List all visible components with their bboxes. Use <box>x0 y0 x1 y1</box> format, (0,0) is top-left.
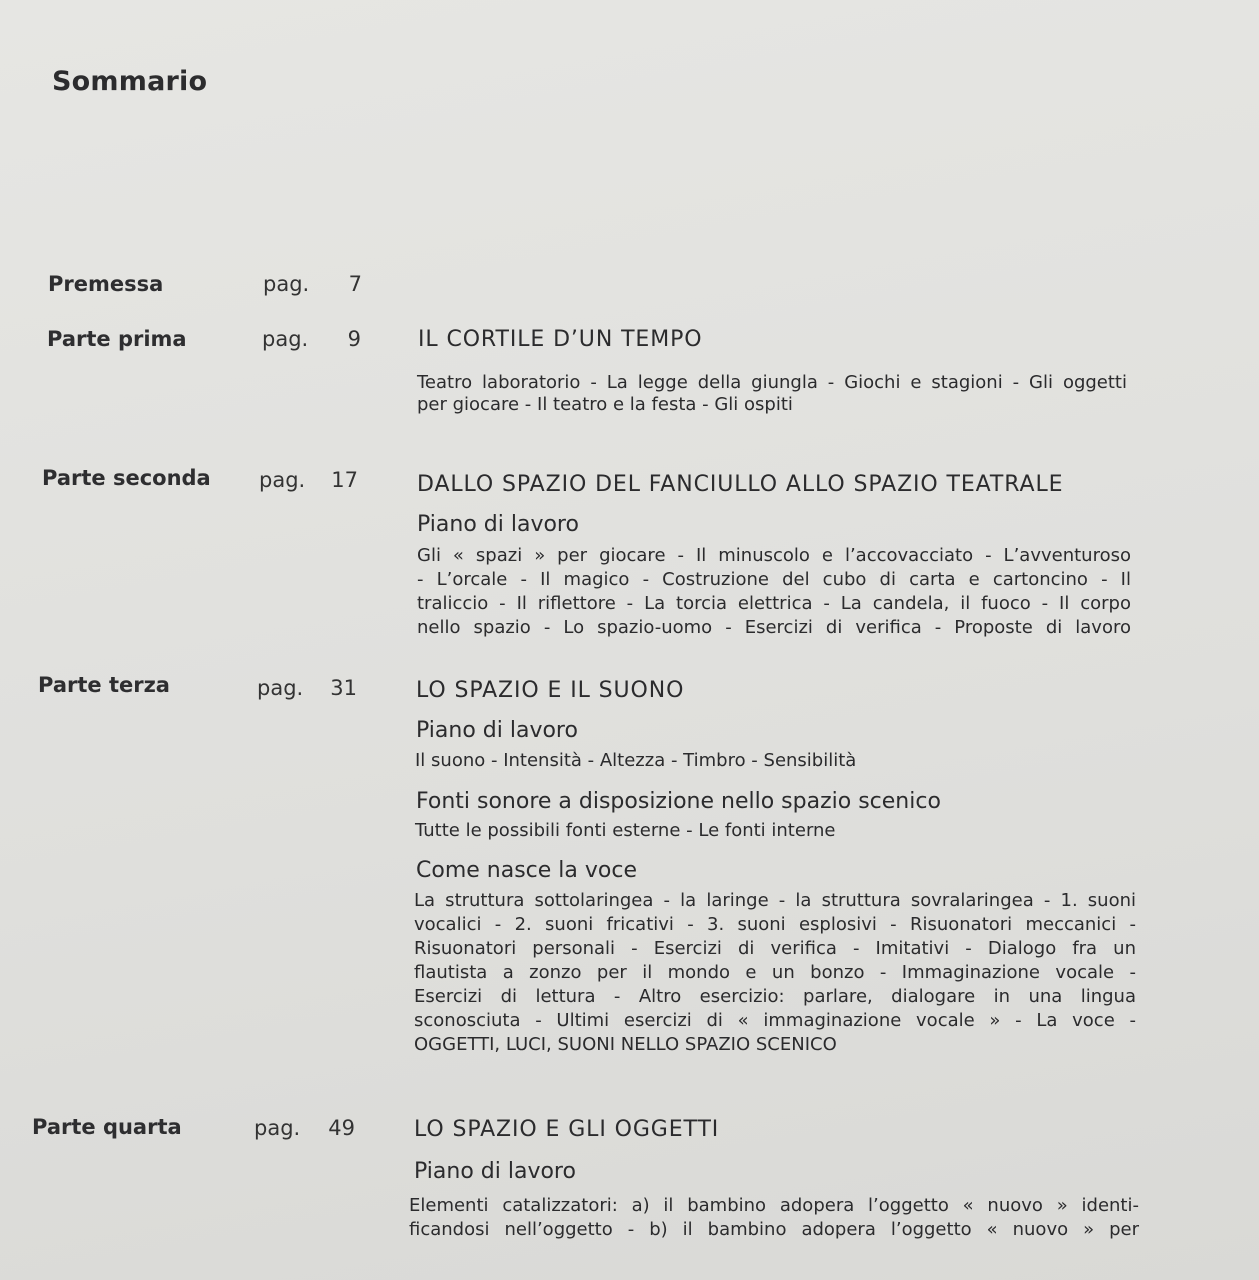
pag-label: pag. <box>257 676 304 700</box>
content-line: La struttura sottolaringea - la laringe - la struttura sovralaringea - 1. suoni <box>414 890 1136 911</box>
subheading: Come nasce la voce <box>416 858 637 883</box>
section-title: IL CORTILE D’UN TEMPO <box>418 327 703 352</box>
part-name: Parte quarta <box>32 1115 182 1139</box>
content-line: sconosciuta - Ultimi esercizi di « immaginazione vocale » - La voce - <box>414 1010 1136 1031</box>
content-line: Teatro laboratorio - La legge della giungla - Giochi e stagioni - Gli oggetti <box>417 372 1127 393</box>
content-line: ficandosi nell’oggetto - b) il bambino adopera l’oggetto « nuovo » per <box>409 1219 1139 1240</box>
page-number: 7 <box>348 272 362 296</box>
content-line: Esercizi di lettura - Altro esercizio: parlare, dialogare in una lingua <box>414 986 1136 1007</box>
section-title: LO SPAZIO E GLI OGGETTI <box>414 1117 720 1142</box>
subheading: Piano di lavoro <box>417 512 579 537</box>
content-line: traliccio - Il riflettore - La torcia elettrica - La candela, il fuoco - Il corpo <box>417 593 1131 614</box>
content-line: - L’orcale - Il magico - Costruzione del cubo di carta e cartoncino - Il <box>417 569 1131 590</box>
page-number: 31 <box>330 676 357 700</box>
pag-label: pag. <box>254 1116 301 1140</box>
page-title: Sommario <box>52 66 208 97</box>
part-name: Parte seconda <box>42 466 211 490</box>
content-line: Il suono - Intensità - Altezza - Timbro - Sensibilità <box>415 750 857 771</box>
part-name: Premessa <box>48 272 164 296</box>
content-line: OGGETTI, LUCI, SUONI NELLO SPAZIO SCENICO <box>414 1034 837 1055</box>
pag-label: pag. <box>259 468 306 492</box>
subheading: Piano di lavoro <box>414 1159 576 1184</box>
content-line: per giocare - Il teatro e la festa - Gli ospiti <box>417 394 793 415</box>
content-line: Elementi catalizzatori: a) il bambino adopera l’oggetto « nuovo » identi- <box>409 1195 1139 1216</box>
page-number: 17 <box>331 468 358 492</box>
subheading: Fonti sonore a disposizione nello spazio scenico <box>416 789 941 814</box>
page-number: 49 <box>328 1116 355 1140</box>
content-line: Tutte le possibili fonti esterne - Le fonti interne <box>415 820 836 841</box>
section-title: LO SPAZIO E IL SUONO <box>416 678 685 703</box>
part-name: Parte prima <box>47 327 187 351</box>
content-line: flautista a zonzo per il mondo e un bonzo - Immaginazione vocale - <box>414 962 1136 983</box>
page-number: 9 <box>347 327 361 351</box>
content-line: Gli « spazi » per giocare - Il minuscolo e l’accovacciato - L’avventuroso <box>417 545 1131 566</box>
section-title: DALLO SPAZIO DEL FANCIULLO ALLO SPAZIO TEATRALE <box>417 472 1064 497</box>
content-line: vocalici - 2. suoni fricativi - 3. suoni esplosivi - Risuonatori meccanici - <box>414 914 1136 935</box>
pag-label: pag. <box>262 327 309 351</box>
pag-label: pag. <box>263 272 310 296</box>
subheading: Piano di lavoro <box>416 718 578 743</box>
part-name: Parte terza <box>38 673 170 697</box>
content-line: nello spazio - Lo spazio-uomo - Esercizi di verifica - Proposte di lavoro <box>417 617 1131 638</box>
content-line: Risuonatori personali - Esercizi di verifica - Imitativi - Dialogo fra un <box>414 938 1136 959</box>
